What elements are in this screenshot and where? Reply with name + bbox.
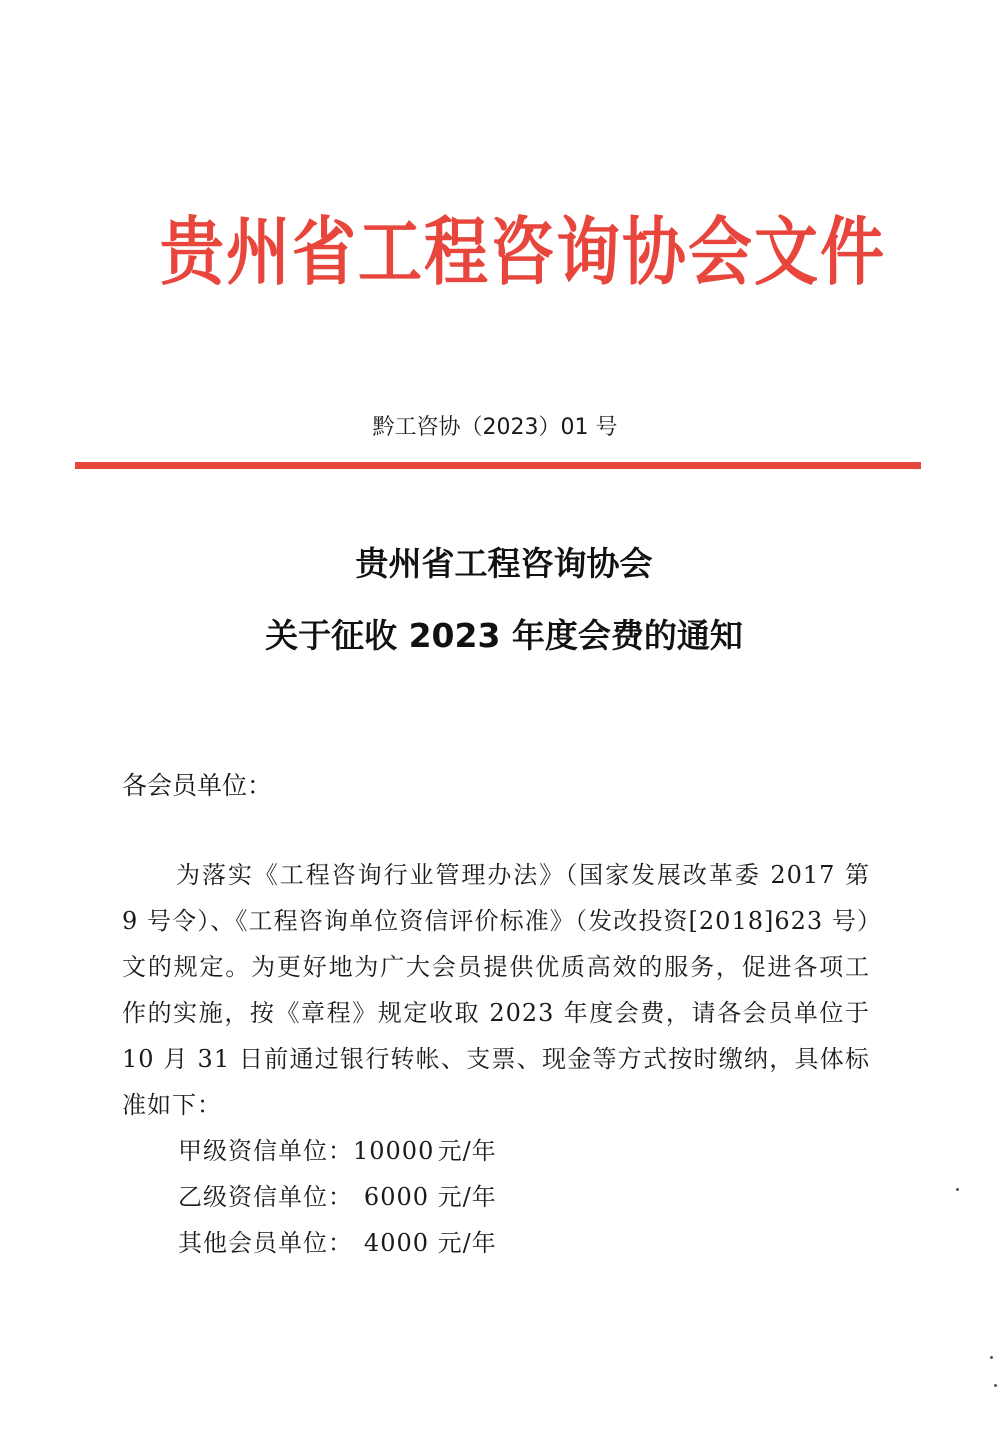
red-divider-line: [75, 462, 921, 469]
scan-speck: [956, 1188, 959, 1191]
document-number: 黔工咨协（2023）01 号: [372, 415, 618, 440]
fee-amount: 4000: [363, 1229, 429, 1257]
fee-label: 乙级资信单位：: [178, 1183, 353, 1211]
masthead-title: 贵州省工程咨询协会文件: [160, 209, 886, 297]
fee-list: [178, 1128, 497, 1266]
fee-unit: 元/年: [429, 1137, 497, 1165]
fee-unit: 元/年: [429, 1229, 497, 1257]
fee-item-grade-a: [178, 1128, 497, 1174]
salutation: 各会员单位：: [122, 771, 273, 800]
body-paragraph: 为落实《工程咨询行业管理办法》（国家发展改革委 2017 第 9 号令）、《工程咨询单位资信评价标准》（发改投资[2018]623 号）文的规定。为更好地为广大会员提供优质高效的服务，促进各项工作的实施，按《章程》规定收取 2023 年度会费，请各会员单位于 10 月 31 日前通过银行转帐、支票、现金等方式按时缴纳，具体标准如下：: [122, 861, 870, 1119]
fee-label: 甲级资信单位：: [178, 1137, 353, 1165]
fee-amount: 10000: [353, 1137, 435, 1165]
fee-label: 其他会员单位：: [178, 1229, 353, 1257]
fee-amount: 6000: [363, 1183, 429, 1211]
fee-unit: 元/年: [429, 1183, 497, 1211]
notice-title-line-2: 关于征收 2023 年度会费的通知: [265, 616, 743, 655]
fee-item-other: [178, 1220, 497, 1266]
scan-speck: [990, 1356, 993, 1359]
notice-title-line-1: 贵州省工程咨询协会: [355, 544, 653, 583]
scan-speck: [994, 1384, 997, 1387]
fee-item-grade-b: [178, 1174, 497, 1220]
